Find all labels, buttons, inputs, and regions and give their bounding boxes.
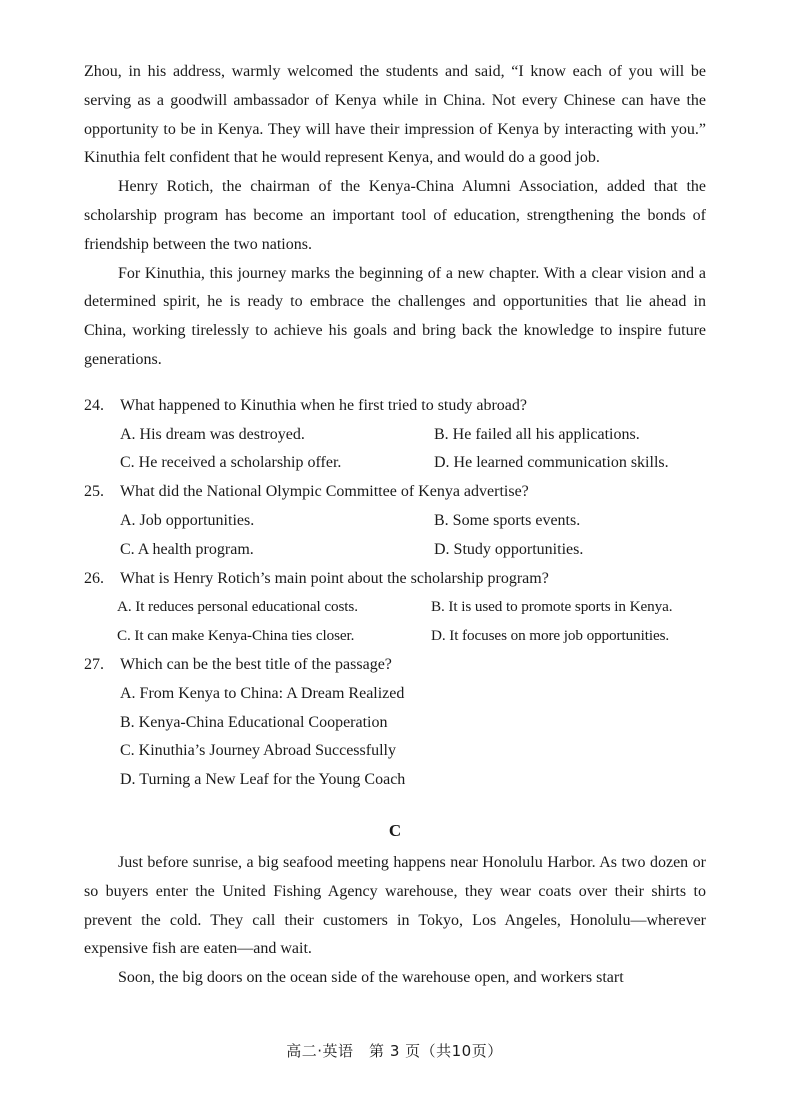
- option-b[interactable]: B. It is used to promote sports in Kenya.: [431, 598, 673, 616]
- question-25: [84, 478, 706, 564]
- question-27: [84, 651, 706, 795]
- section-heading: C: [388, 820, 402, 840]
- passage-paragraph: Henry Rotich, the chairman of the Kenya-China Alumni Association, added that the scholarship program has become an important tool of education, strengthening the bonds of friendship between the two nations.: [84, 178, 706, 253]
- question-stem: What is Henry Rotich’s main point about the scholarship program?: [120, 569, 549, 587]
- option-b[interactable]: B. Kenya-China Educational Cooperation: [120, 713, 388, 731]
- option-a[interactable]: A. Job opportunities.: [120, 511, 255, 529]
- question-stem: What happened to Kinuthia when he first tried to study abroad?: [120, 396, 527, 414]
- option-d[interactable]: D. He learned communication skills.: [434, 454, 669, 472]
- question-stem: What did the National Olympic Committee of Kenya advertise?: [120, 483, 529, 501]
- passage-paragraph: Zhou, in his address, warmly welcomed the students and said, “I know each of you will be serving as a goodwill ambassador of Kenya while in China. Not every Chinese can have the opportunity to be in Kenya. They will have their impression of Kenya by interacting with you.” Kinuthia felt confident that he would represent Kenya, and would do a good job.: [84, 63, 706, 167]
- exam-page: [84, 58, 706, 993]
- option-a[interactable]: A. His dream was destroyed.: [120, 425, 305, 443]
- page-footer: 高二·英语 第 3 页（共10页）: [286, 1042, 503, 1060]
- option-d[interactable]: D. It focuses on more job opportunities.: [431, 627, 670, 645]
- option-b[interactable]: B. Some sports events.: [434, 511, 581, 529]
- passage-b-continued: [84, 58, 706, 375]
- question-24: [84, 392, 706, 478]
- passage-paragraph: For Kinuthia, this journey marks the beginning of a new chapter. With a clear vision and a determined spirit, he is ready to embrace the challenges and opportunities that lie ahead in China, working tirelessly to achieve his goals and bring back the knowledge to inspire future generations.: [84, 264, 706, 368]
- question-number: 26.: [84, 569, 104, 587]
- passage-paragraph: Soon, the big doors on the ocean side of the warehouse open, and workers start: [118, 969, 624, 987]
- option-d[interactable]: D. Study opportunities.: [434, 540, 584, 558]
- question-number: 25.: [84, 483, 104, 501]
- option-c[interactable]: C. He received a scholarship offer.: [120, 454, 342, 472]
- option-d[interactable]: D. Turning a New Leaf for the Young Coach: [120, 771, 406, 789]
- option-b[interactable]: B. He failed all his applications.: [434, 425, 640, 443]
- option-c[interactable]: C. A health program.: [120, 540, 254, 558]
- question-list: [84, 392, 706, 795]
- option-c[interactable]: C. Kinuthia’s Journey Abroad Successfully: [120, 742, 396, 760]
- option-a[interactable]: A. From Kenya to China: A Dream Realized: [120, 684, 405, 702]
- option-c[interactable]: C. It can make Kenya-China ties closer.: [117, 627, 355, 645]
- question-26: [84, 565, 706, 651]
- passage-paragraph: Just before sunrise, a big seafood meeting happens near Honolulu Harbor. As two dozen or so buyers enter the United Fishing Agency warehouse, they wear coats over their shirts to prevent the cold. They call their customers in Tokyo, Los Angeles, Honolulu—wherever expensive fish are eaten—and wait.: [84, 853, 706, 958]
- question-stem: Which can be the best title of the passage?: [120, 655, 392, 673]
- passage-c: [84, 849, 706, 993]
- question-number: 27.: [84, 655, 104, 673]
- option-a[interactable]: A. It reduces personal educational costs.: [117, 598, 358, 616]
- question-number: 24.: [84, 396, 104, 414]
